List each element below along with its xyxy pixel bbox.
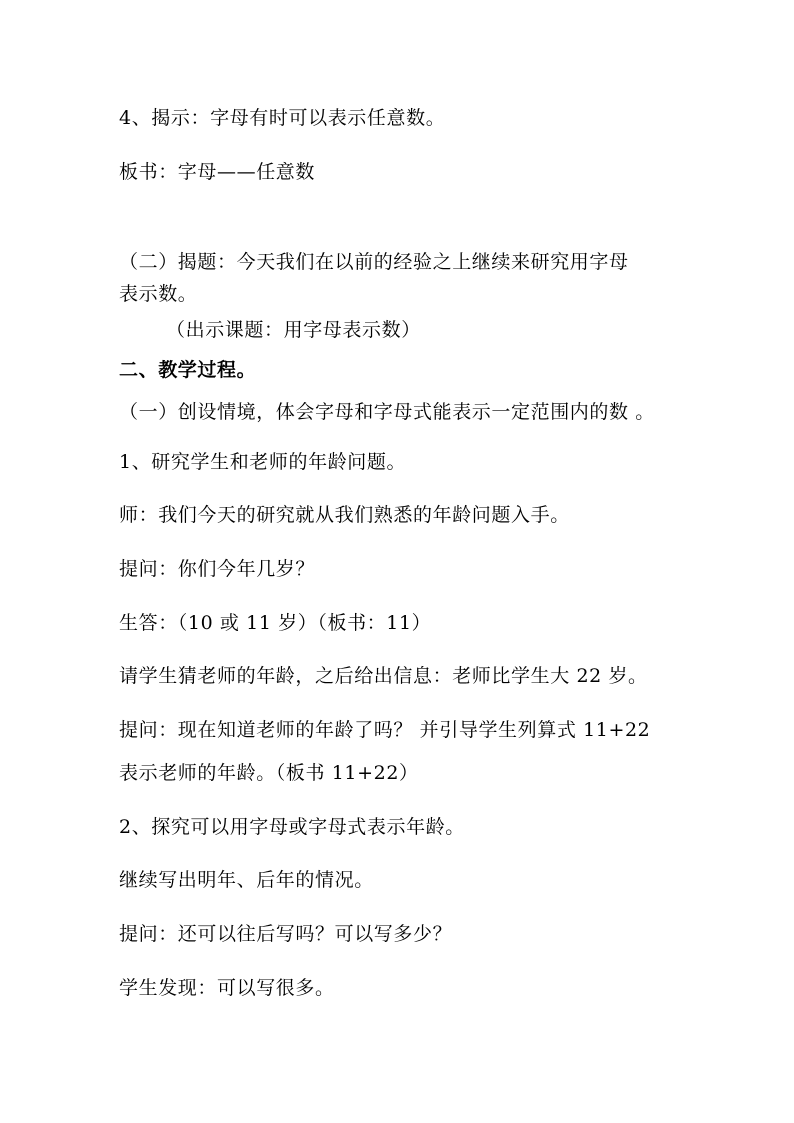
paragraph-student-answer: 生答：（10 或 11 岁）（板书：11） [119, 612, 432, 634]
lesson-title-note: （出示课题：用字母表示数） [166, 319, 421, 341]
paragraph-continue-writing: 继续写出明年、后年的情况。 [119, 869, 374, 891]
paragraph-question-age: 提问：你们今年几岁？ [119, 558, 316, 580]
paragraph-question-teacher-age: 提问：现在知道老师的年龄了吗？ 并引导学生列算式 11+22 [119, 719, 651, 741]
paragraph-topic: （二）揭题：今天我们在以前的经验之上继续来研究用字母 [119, 251, 629, 273]
paragraph-question-more: 提问：还可以往后写吗？可以写多少？ [119, 923, 453, 945]
subsection-heading: （一）创设情境，体会字母和字母式能表示一定范围内的数 。 [119, 401, 655, 423]
section-heading: 二、教学过程。 [119, 359, 257, 381]
paragraph-reveal: 4、揭示：字母有时可以表示任意数。 [119, 107, 446, 129]
paragraph-topic-continued: 表示数。 [119, 283, 198, 305]
paragraph-age-problem: 1、研究学生和老师的年龄问题。 [119, 451, 407, 473]
paragraph-explore: 2、探究可以用字母或字母式表示年龄。 [119, 816, 465, 838]
paragraph-student-finding: 学生发现：可以写很多。 [119, 977, 335, 999]
paragraph-expression: 表示老师的年龄。（板书 11+22） [119, 762, 419, 784]
paragraph-guess-age: 请学生猜老师的年龄，之后给出信息：老师比学生大 22 岁。 [119, 665, 648, 687]
paragraph-teacher: 师：我们今天的研究就从我们熟悉的年龄问题入手。 [119, 504, 570, 526]
paragraph-board-writing: 板书：字母——任意数 [119, 161, 316, 183]
